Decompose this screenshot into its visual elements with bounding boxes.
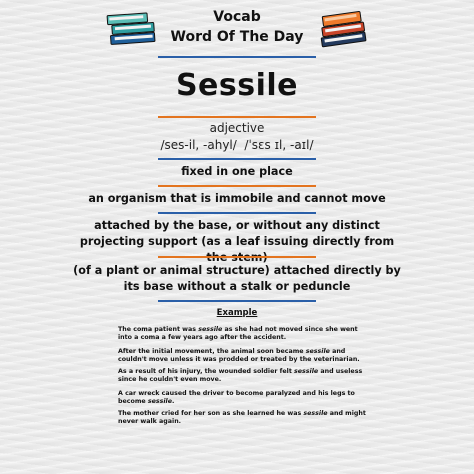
example-word: sessile xyxy=(147,398,172,405)
definition-3: attached by the base, or without any distinct projecting support (as a leaf issuing directly from xyxy=(79,219,395,248)
divider-orange-3 xyxy=(158,256,316,258)
example-word: sessile xyxy=(305,348,330,355)
example-text-before: A car wreck caused the driver to become paralyzed and his legs to become xyxy=(118,390,355,405)
example-word: sessile xyxy=(198,326,223,333)
example-item-4 xyxy=(118,390,368,406)
example-text-before: The coma patient was xyxy=(118,326,199,333)
header-title-line1: Vocab xyxy=(213,9,261,25)
example-text-after: as she had not moved since she went into a coma a few years ago after the accident. xyxy=(118,326,358,341)
example-item-2 xyxy=(118,348,368,364)
example-text-before: The mother cried for her son as she learned he was xyxy=(118,410,304,417)
divider-orange-1 xyxy=(158,116,316,118)
example-text-before: As a result of his injury, the wounded soldier felt xyxy=(118,368,295,375)
definition-2: an organism that is immobile and cannot move xyxy=(88,192,386,205)
definition-4: (of a plant or animal structure) attached directly by its base without a stalk or peduncle xyxy=(73,264,401,293)
divider-blue-3 xyxy=(158,212,316,214)
example-text-after: and might never walk again. xyxy=(118,410,366,425)
pronunciation: /ses-il, -ahyl/ /ˈsɛs ɪl, -aɪl/ xyxy=(160,138,314,152)
example-item-5 xyxy=(118,410,368,426)
divider-blue-top xyxy=(158,56,316,58)
example-item-1 xyxy=(118,326,368,342)
example-word: sessile xyxy=(294,368,319,375)
example-item-3 xyxy=(118,368,368,384)
part-of-speech: adjective xyxy=(209,121,265,135)
example-heading: Example xyxy=(216,308,258,318)
divider-blue-2 xyxy=(158,158,316,160)
example-text-after: . xyxy=(171,398,175,405)
example-text-before: After the initial movement, the animal soon became xyxy=(118,348,306,355)
word-title: Sessile xyxy=(175,68,299,103)
example-word: sessile xyxy=(303,410,328,417)
divider-blue-4 xyxy=(158,300,316,302)
header-title-line2: Word Of The Day xyxy=(170,29,304,45)
divider-orange-2 xyxy=(158,185,316,187)
example-text-after: and couldn't move unless it was prodded or treated by the veterinarian. xyxy=(118,348,360,363)
definition-1: fixed in one place xyxy=(181,165,293,178)
example-text-after: and useless since he couldn't even move. xyxy=(118,368,363,383)
